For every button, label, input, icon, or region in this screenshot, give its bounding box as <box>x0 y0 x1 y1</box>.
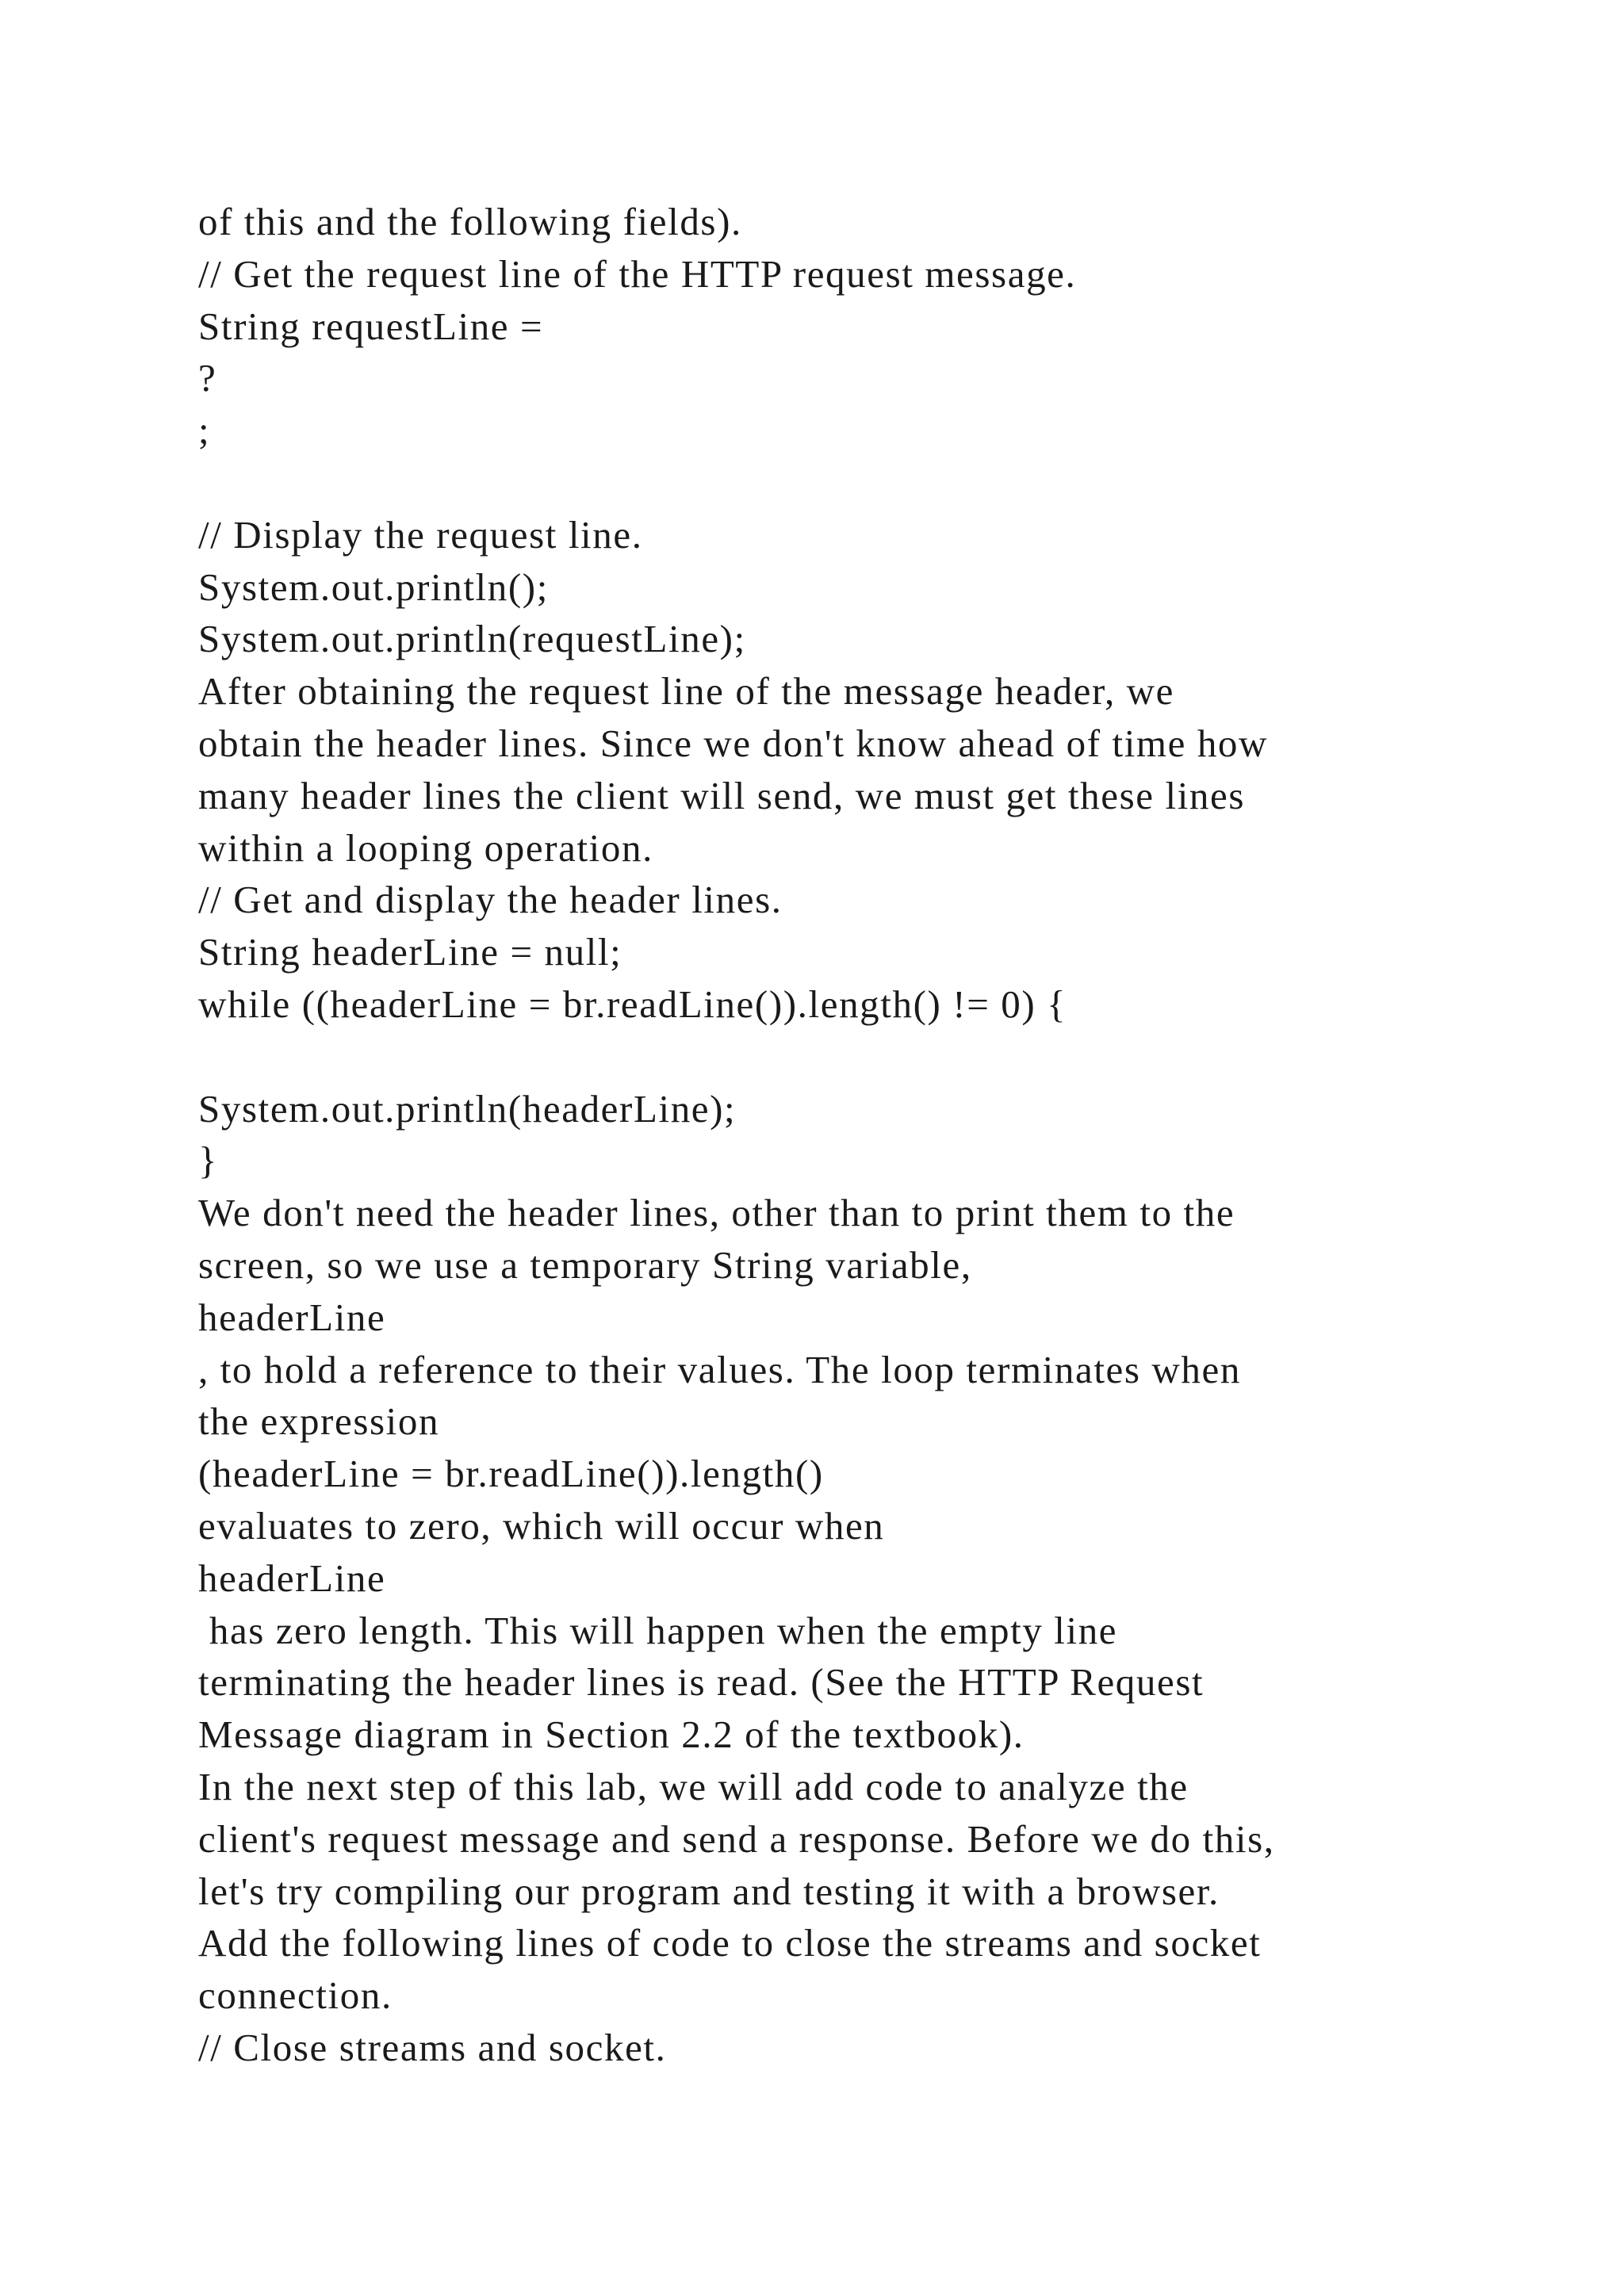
text-line: After obtaining the request line of the message header, we <box>198 669 1175 714</box>
text-line: client's request message and send a response. Before we do this, <box>198 1816 1275 1861</box>
text-line: headerLine <box>198 1556 386 1600</box>
text-line: terminating the header lines is read. (See the HTTP Request <box>198 1660 1205 1705</box>
code-line: ? <box>198 356 217 400</box>
blank-line <box>198 1031 1546 1083</box>
text-line: screen, so we use a temporary String variable, <box>198 1242 972 1287</box>
code-line: System.out.println(requestLine); <box>198 617 746 661</box>
text-line: headerLine <box>198 1295 386 1339</box>
code-line: } <box>198 1138 219 1183</box>
text-line: within a looping operation. <box>198 825 653 870</box>
text-line: evaluates to zero, which will occur when <box>198 1503 885 1548</box>
code-line: String headerLine = null; <box>198 930 622 974</box>
text-line: In the next step of this lab, we will add code to analyze the <box>198 1764 1189 1808</box>
document-text <box>198 196 1546 2074</box>
code-comment-line: // Get and display the header lines. <box>198 878 783 922</box>
text-line: We don't need the header lines, other than to print them to the <box>198 1191 1235 1235</box>
text-line: obtain the header lines. Since we don't know ahead of time how <box>198 721 1269 765</box>
text-line: let's try compiling our program and testing it with a browser. <box>198 1869 1220 1913</box>
code-line: String requestLine = <box>198 304 544 348</box>
text-line: Add the following lines of code to close the streams and socket <box>198 1921 1262 1965</box>
code-comment-line: // Close streams and socket. <box>198 2025 667 2069</box>
blank-line <box>198 457 1546 509</box>
text-line: many header lines the client will send, we must get these lines <box>198 773 1246 817</box>
code-line: System.out.println(); <box>198 564 549 609</box>
text-line: (headerLine = br.readLine()).length() <box>198 1452 824 1496</box>
text-line: has zero length. This will happen when the empty line <box>198 1608 1118 1652</box>
text-line: the expression <box>198 1399 440 1444</box>
text-line: Message diagram in Section 2.2 of the textbook). <box>198 1712 1025 1757</box>
code-comment-line: // Get the request line of the HTTP request message. <box>198 251 1077 296</box>
code-line: System.out.println(headerLine); <box>198 1086 737 1131</box>
text-line: connection. <box>198 1973 393 2018</box>
text-line: , to hold a reference to their values. The loop terminates when <box>198 1347 1241 1391</box>
text-line: of this and the following fields). <box>198 200 742 243</box>
code-line: while ((headerLine = br.readLine()).length() != 0) { <box>198 982 1067 1026</box>
code-comment-line: // Display the request line. <box>198 512 643 557</box>
code-line: ; <box>198 408 211 453</box>
